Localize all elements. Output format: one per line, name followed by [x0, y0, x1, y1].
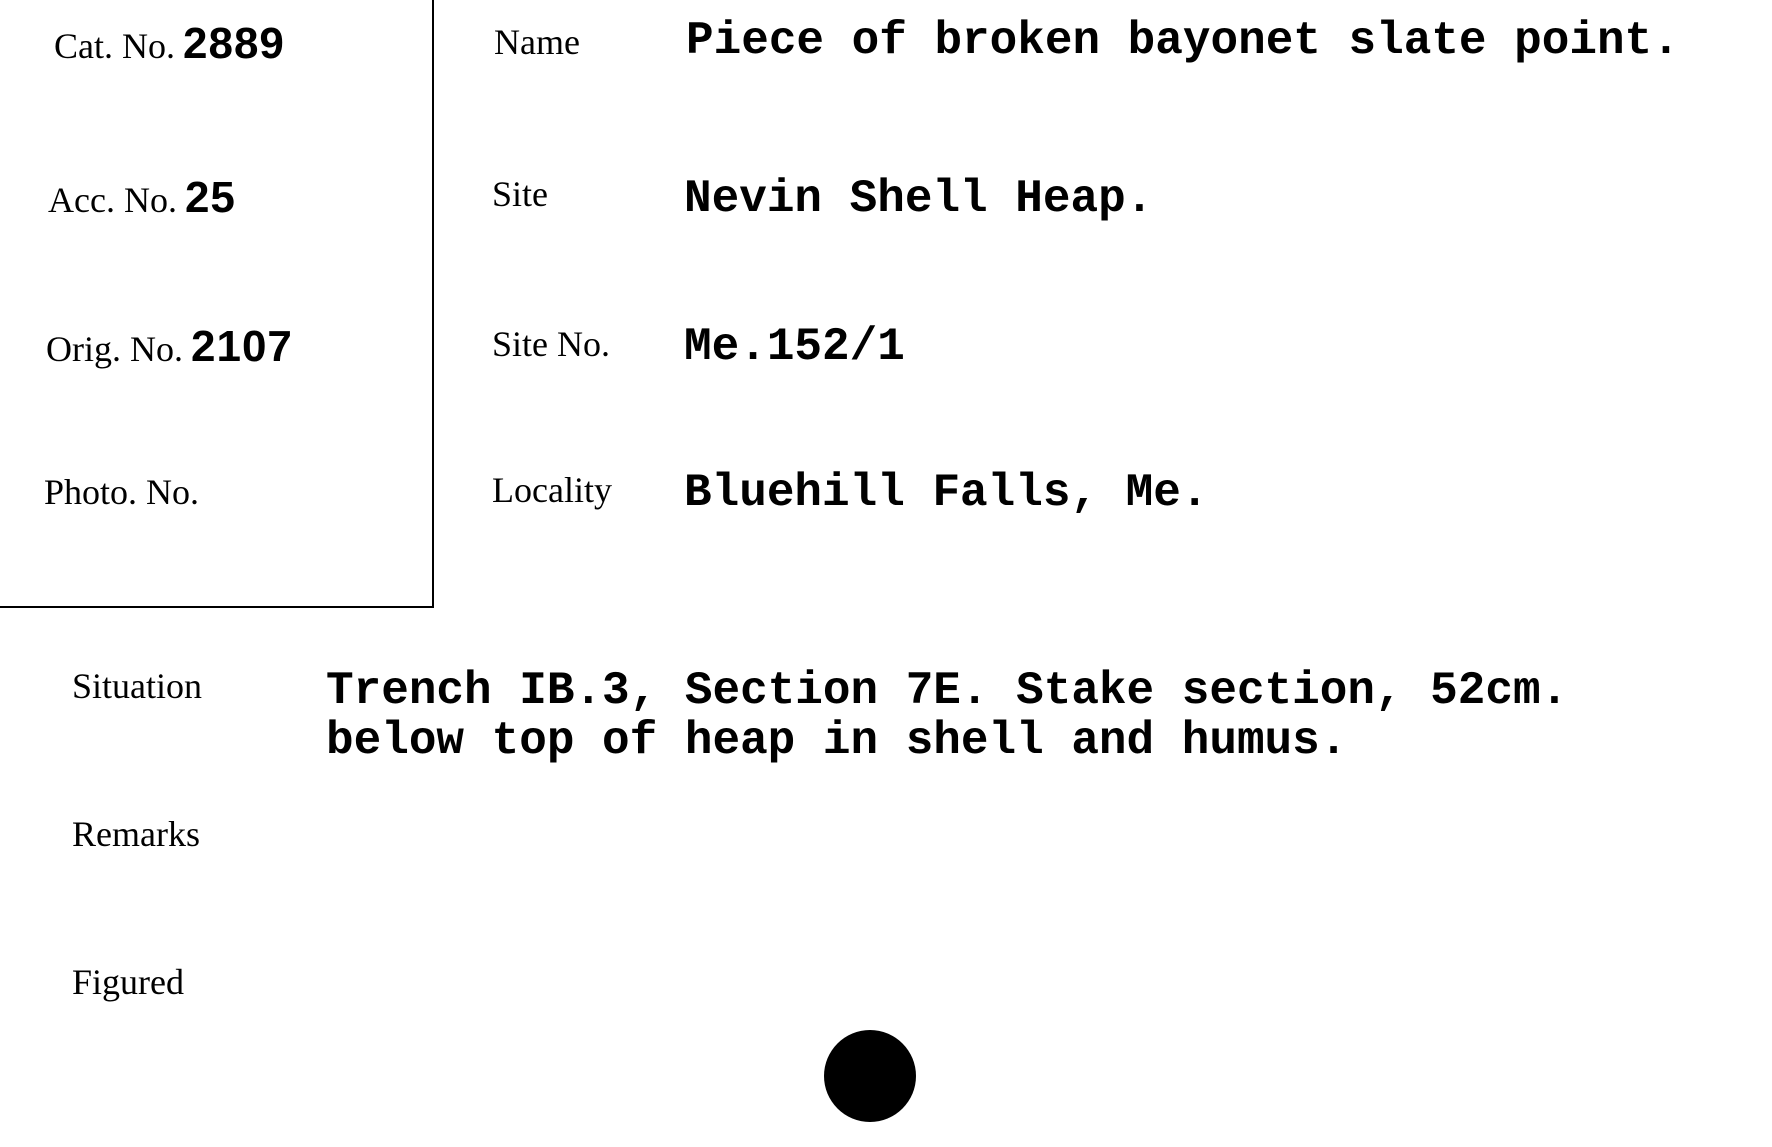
name-value: Piece of broken bayonet slate point. — [686, 15, 1680, 67]
situation-line: Trench IB.3, Section 7E. Stake section, 52cm. — [326, 665, 1569, 717]
orig-no-field — [46, 322, 293, 371]
situation-label: Situation — [72, 666, 203, 706]
locality-value: Bluehill Falls, Me. — [684, 467, 1209, 519]
cat-no-label: Cat. No. — [54, 26, 175, 66]
punch-hole — [824, 1030, 916, 1122]
cat-no-value: 2889 — [183, 19, 285, 68]
site-no-label: Site No. — [492, 324, 611, 364]
identifier-box — [0, 0, 434, 608]
orig-no-label: Orig. No. — [46, 329, 183, 369]
cat-no-field — [54, 19, 285, 68]
situation-line: below top of heap in shell and humus. — [326, 715, 1348, 767]
acc-no-label: Acc. No. — [48, 180, 177, 220]
acc-no-field — [48, 173, 236, 222]
orig-no-value: 2107 — [191, 322, 293, 371]
situation-text — [326, 666, 1568, 766]
site-value: Nevin Shell Heap. — [684, 173, 1154, 225]
locality-label: Locality — [492, 470, 612, 510]
figured-label: Figured — [72, 962, 184, 1002]
site-no-value: Me.152/1 — [684, 321, 905, 373]
remarks-label: Remarks — [72, 814, 200, 854]
photo-no-label: Photo. No. — [44, 472, 200, 512]
acc-no-value: 25 — [184, 173, 236, 222]
site-label: Site — [492, 174, 549, 214]
photo-no-field — [44, 468, 207, 512]
name-label: Name — [494, 22, 580, 62]
